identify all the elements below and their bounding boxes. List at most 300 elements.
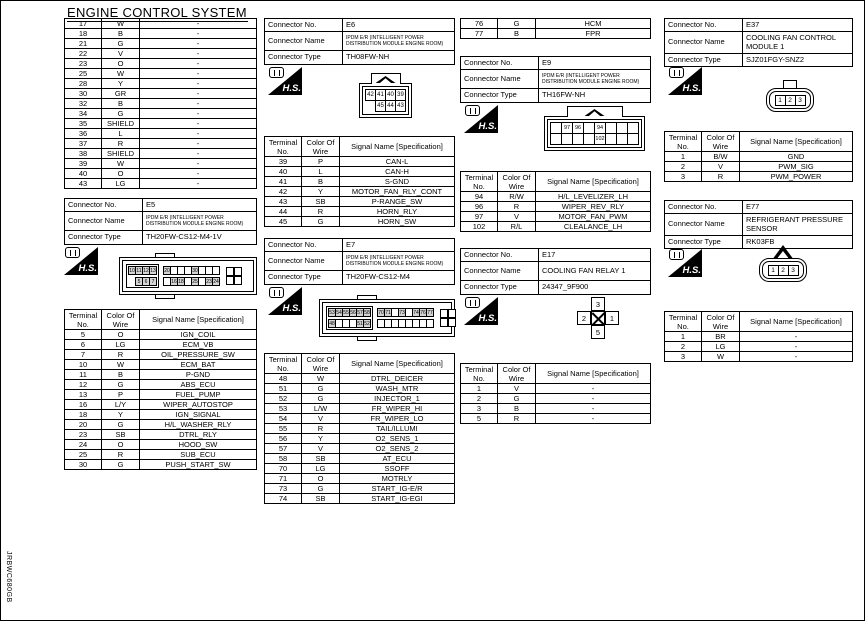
table-row [265,51,455,64]
table-row [665,32,853,54]
table-cell: - [140,129,257,139]
header-line: No. [473,373,485,383]
table-row [265,404,455,414]
table-cell: 39 [65,159,102,169]
table-row [265,394,455,404]
table-cell: 76 [461,19,498,29]
table-row [461,202,651,212]
table-cell: 24 [65,440,102,450]
pin-grid [440,309,456,327]
e5-connector-diagram [119,257,257,295]
table-row [65,370,257,380]
cross-blank [577,325,591,339]
table-row [461,57,651,70]
table-body [461,19,651,39]
pin-block [326,306,373,330]
table-row [461,249,651,262]
chevron-icon [376,76,396,83]
table-cell: 77 [461,29,498,39]
table-row [265,197,455,207]
e5-terminal-table [64,309,257,470]
table-cell: V [498,384,536,394]
table-cell: TAIL/ILLUMI [340,424,455,434]
table-cell: G [302,384,340,394]
table-cell: 52 [265,394,302,404]
table-cell: B [302,177,340,187]
connector-name-label: Connector Name [265,252,343,271]
table-cell: V [498,212,536,222]
table-cell: G [498,19,536,29]
table-cell: - [536,404,651,414]
table-cell: - [140,159,257,169]
pin-cell: 6 [142,277,150,286]
connector-shell [766,88,814,112]
connector-no-label: Connector No. [265,19,343,32]
table-cell: - [140,59,257,69]
table-cell: 10 [65,360,102,370]
table-cell: ABS_ECU [140,380,257,390]
table-cell: 37 [65,139,102,149]
table-cell: V [302,414,340,424]
pin-cell: 3 [591,297,605,311]
signal-name-header: Signal Name [Specification] [536,172,651,192]
table-row [265,177,455,187]
table-row [461,89,651,102]
table-body [65,19,257,189]
pin-cell [234,267,242,276]
connector-name-value: COOLING FAN RELAY 1 [539,262,651,281]
table-cell: HOOD_SW [140,440,257,450]
keyway-cell [591,311,605,325]
cross-blank [577,297,591,311]
table-row [65,59,257,69]
pin-row [377,308,434,317]
pin-cell [627,133,639,145]
pin-cell: 52 [364,321,370,327]
terminal-no-header [665,312,702,332]
connector-no-label: Connector No. [65,199,143,212]
connector-name-value: IPDM E/R (INTELLIGENT POWER DISTRIBUTION MODULE ENGINE ROOM) [539,70,651,89]
table-cell: LG [102,340,140,350]
table-cell: GND [740,152,853,162]
connector-type-label: Connector Type [665,53,743,66]
table-cell: L [102,129,140,139]
table-row [65,89,257,99]
table-cell: 94 [461,192,498,202]
table-cell: W [102,360,140,370]
connector-name-value: REFRIGERANT PRESSURE SENSOR [743,214,853,236]
pin-cell: 12 [143,268,149,274]
table-cell: HCM [536,19,651,29]
table-row [461,212,651,222]
pin-grid [226,267,242,285]
table-cell: H/L_LEVELIZER_LH [536,192,651,202]
pin-cell: 76 [420,310,426,316]
table-row [65,410,257,420]
table-cell: ECM_BAT [140,360,257,370]
table-cell: 11 [65,370,102,380]
pin-block [126,264,159,288]
table-cell: GR [102,89,140,99]
connector-type-label: Connector Type [265,271,343,284]
table-cell: O [102,440,140,450]
pin-cell: 44 [385,100,396,112]
connector-shell [759,258,807,282]
table-cell: W [102,19,140,29]
table-cell: LG [702,342,740,352]
connector-name-label: Connector Name [461,70,539,89]
table-row [461,404,651,414]
table-cell: 54 [265,414,302,424]
table-cell: 45 [265,217,302,227]
table-cell: 30 [65,89,102,99]
table-cell: R [498,202,536,212]
table-cell: R [498,414,536,424]
table-cell: - [140,149,257,159]
pin-cell: 13 [150,268,156,274]
header-line: Wire [508,181,525,191]
table-cell: SUB_ECU [140,450,257,460]
table-row [665,19,853,32]
table-row [65,430,257,440]
table-cell: FR_WIPER_LO [340,414,455,424]
connector-type-label: Connector Type [65,231,143,244]
table-cell: - [140,79,257,89]
table-cell: O2_SENS_2 [340,444,455,454]
table-row [265,484,455,494]
table-body [265,374,455,504]
terminal-no-header [665,132,702,152]
page-title: ENGINE CONTROL SYSTEM [67,5,247,20]
connector-type-value: TH16FW-NH [539,89,651,102]
table-cell: O [102,59,140,69]
header-row [65,310,257,330]
table-row [265,444,455,454]
table-cell: WIPER_AUTOSTOP [140,400,257,410]
table-cell: 21 [65,39,102,49]
table-cell: 3 [665,172,702,182]
table-cell: 53 [265,404,302,414]
pin-cell: 2 [577,311,591,325]
table-cell: - [140,69,257,79]
table-cell: SHIELD [102,119,140,129]
table-cell: B [498,404,536,414]
table-row [65,109,257,119]
table-cell: H/L_WASHER_RLY [140,420,257,430]
hs-mark [268,67,302,95]
pin-cell: 55 [343,310,349,316]
table-row [665,162,853,172]
table-cell: MOTOR_FAN_RLY_CONT [340,187,455,197]
header-line: Terminal [268,137,298,147]
table-cell: - [140,99,257,109]
connector-name-label: Connector Name [461,262,539,281]
e5-connector-info [64,198,257,245]
table-cell: P-GND [140,370,257,380]
hs-mark [268,287,302,315]
header-line: Terminal [68,310,98,320]
e77-terminal-table [664,311,853,362]
table-row [65,390,257,400]
pin-cell: 53 [329,310,335,316]
connector-type-value: SJZ01FGY-SNZ2 [743,53,853,66]
e7-connector-info [264,238,455,285]
table-cell: ECM_VB [140,340,257,350]
table-cell: FPR [536,29,651,39]
e9-connector-diagram [544,106,645,151]
table-row [65,420,257,430]
header-line: Wire [112,319,129,329]
table-cell: - [140,19,257,29]
chevron-icon [585,109,605,116]
header-line: No. [677,141,689,151]
pin-row [128,266,157,275]
table-cell: O2_SENS_1 [340,434,455,444]
table-row [65,360,257,370]
table-row [265,494,455,504]
pin-cell: 58 [364,310,370,316]
connector-name-value: IPDM E/R (INTELLIGENT POWER DISTRIBUTION MODULE ENGINE ROOM) [343,32,455,51]
table-cell: B [102,99,140,109]
connector-glyph-icon [269,67,284,78]
table-cell: 55 [265,424,302,434]
pin-cell: 1 [775,95,786,106]
pin-cell: 2 [785,95,796,106]
connector-no-value: E77 [743,201,853,214]
continuation-terminal-table [64,18,257,189]
pin-cell: 10 [129,268,135,274]
table-row [461,281,651,294]
table-row [461,70,651,89]
hs-label: H.S. [682,265,701,276]
connector-no-value: E9 [539,57,651,70]
table-cell: - [140,119,257,129]
table-cell: 3 [461,404,498,414]
table-cell: G [102,420,140,430]
table-cell: 16 [65,400,102,410]
signal-name-header: Signal Name [Specification] [340,354,455,374]
e77-connector-diagram [759,246,807,282]
pin-cell: 30 [192,268,198,274]
e17-terminal-table [460,363,651,424]
hs-label: H.S. [78,263,97,274]
table-row [265,414,455,424]
connector-tab [783,80,797,88]
table-row [265,424,455,434]
pin-cell: 7 [149,277,157,286]
table-cell: - [140,49,257,59]
table-cell: O [302,474,340,484]
header-line: Wire [508,373,525,383]
table-cell: P [102,390,140,400]
table-cell: 73 [265,484,302,494]
pin-cell: 73 [399,310,405,316]
pin-cell [426,319,434,328]
table-cell: 3 [665,352,702,362]
table-cell: W [302,374,340,384]
table-cell: 39 [265,157,302,167]
connector-glyph-icon [669,67,684,78]
pin-cell: 77 [427,310,433,316]
table-row [65,440,257,450]
header-line: Wire [712,321,729,331]
header-line: Color Of [502,364,531,374]
table-cell: 1 [665,332,702,342]
table-cell: - [740,332,853,342]
table-cell: 12 [65,380,102,390]
pin-cell: 70 [378,310,384,316]
connector-no-value: E7 [343,239,455,252]
pin-cell [226,276,234,285]
table-cell: 5 [65,330,102,340]
table-cell: 22 [65,49,102,59]
table-cell: 18 [65,410,102,420]
pin-cell: 25 [192,279,198,285]
signal-name-header: Signal Name [Specification] [740,132,853,152]
table-cell: R [102,139,140,149]
e7-connector-diagram [319,299,455,337]
table-cell: V [102,49,140,59]
connector-glyph-icon [669,249,684,260]
e17-connector-info [460,248,651,295]
terminal-no-header [65,310,102,330]
table-cell: 57 [265,444,302,454]
table-cell: 2 [665,162,702,172]
table-row [65,69,257,79]
connector-name-label: Connector Name [265,32,343,51]
table-row [265,207,455,217]
table-row [461,222,651,232]
table-cell: SB [302,454,340,464]
table-cell: AT_ECU [340,454,455,464]
header-line: No. [277,363,289,373]
table-cell: G [498,394,536,404]
table-cell: - [536,384,651,394]
header-line: Terminal [668,132,698,142]
table-cell: S-GND [340,177,455,187]
table-row [65,460,257,470]
e6-connector-diagram [359,73,412,118]
e7-terminal-table [264,353,455,504]
cross-blank [605,325,619,339]
table-body [665,332,853,362]
table-cell: BR [702,332,740,342]
pin-cell: 102 [594,133,606,145]
document-code: JRBWC680GB [5,551,12,603]
header-row [265,354,455,374]
table-cell: START_IG-EGI [340,494,455,504]
table-row [461,29,651,39]
table-row [265,384,455,394]
signal-name-header: Signal Name [Specification] [536,364,651,384]
table-cell: O [102,330,140,340]
table-cell: 7 [65,350,102,360]
table-cell: WIPER_REV_RLY [536,202,651,212]
connector-tab [371,73,401,84]
pin-cell: 94 [594,122,606,134]
pin-cell: 16 [171,279,177,285]
table-row [461,19,651,29]
signal-name-header: Signal Name [Specification] [140,310,257,330]
pin-cell: 42 [365,89,376,101]
header-line: Color Of [306,354,335,364]
pin-cell [448,318,456,327]
table-row [265,19,455,32]
table-cell: 38 [65,149,102,159]
table-cell: CLEALANCE_LH [536,222,651,232]
table-cell: R/L [498,222,536,232]
hs-label: H.S. [478,313,497,324]
e7-continuation-table [460,18,651,39]
table-cell: 44 [265,207,302,217]
table-cell: 23 [65,430,102,440]
e37-connector-diagram [766,80,814,112]
table-row [461,384,651,394]
table-cell: - [536,414,651,424]
table-cell: FUEL_PUMP [140,390,257,400]
connector-tab [357,295,377,300]
table-row [65,400,257,410]
table-cell: O [102,169,140,179]
pin-cell: 24 [213,279,219,285]
table-cell: R [102,450,140,460]
hs-mark [64,247,98,275]
pin-cell [448,309,456,318]
table-cell: Y [302,187,340,197]
connector-name-value: IPDM E/R (INTELLIGENT POWER DISTRIBUTION MODULE ENGINE ROOM) [143,212,257,231]
connector-type-label: Connector Type [265,51,343,64]
table-body [665,152,853,182]
header-line: Terminal [464,364,494,374]
color-of-wire-header [498,172,536,192]
connector-name-value: IPDM E/R (INTELLIGENT POWER DISTRIBUTION MODULE ENGINE ROOM) [343,252,455,271]
table-cell: - [140,169,257,179]
pin-cell [440,309,448,318]
hs-mark [464,105,498,133]
table-cell: HORN_RLY [340,207,455,217]
connector-type-value: TH08FW-NH [343,51,455,64]
table-cell: 6 [65,340,102,350]
table-row [65,380,257,390]
pin-cell: 48 [329,321,335,327]
pin-cell: 97 [561,122,573,134]
table-cell: 43 [65,179,102,189]
pin-cell: 40 [385,89,396,101]
table-cell: IGN_SIGNAL [140,410,257,420]
pin-cell: 39 [395,89,406,101]
table-row [665,342,853,352]
table-row [65,79,257,89]
table-cell: 17 [65,19,102,29]
table-cell: - [140,29,257,39]
hs-label: H.S. [478,121,497,132]
e37-connector-info [664,18,853,67]
table-cell: 74 [265,494,302,504]
terminal-no-header [461,364,498,384]
table-row [265,474,455,484]
table-cell: 34 [65,109,102,119]
table-cell: 43 [265,197,302,207]
table-cell: 28 [65,79,102,89]
color-of-wire-header [702,312,740,332]
table-cell: LG [302,464,340,474]
table-cell: 35 [65,119,102,129]
table-cell: R [102,350,140,360]
header-line: Terminal [268,354,298,364]
table-cell: G [302,394,340,404]
pin-cell: 74 [413,310,419,316]
e6-terminal-table [264,136,455,227]
